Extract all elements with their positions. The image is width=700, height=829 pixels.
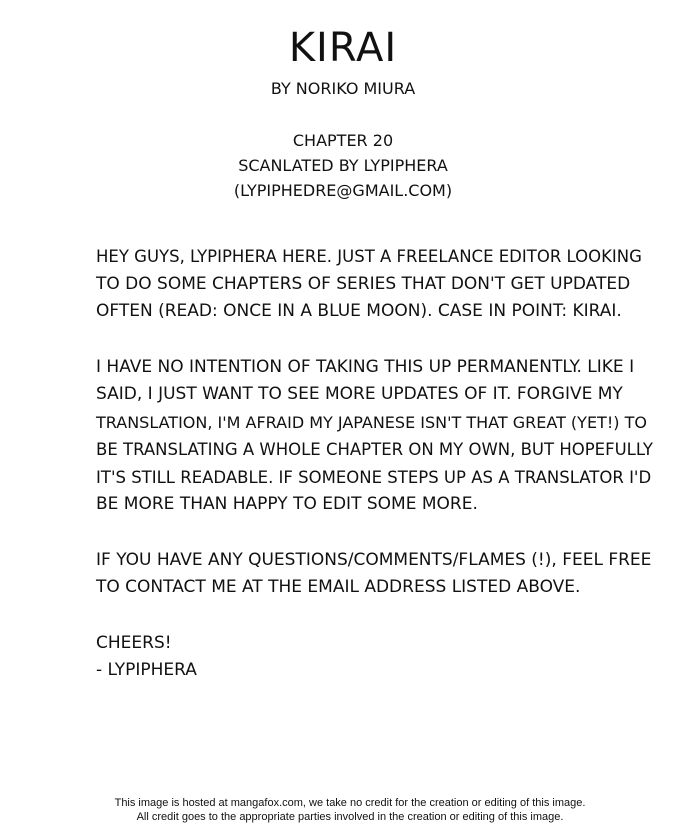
scanlator-credit: SCANLATED BY LYPIPHERA	[238, 156, 448, 175]
message-line: BE TRANSLATING A WHOLE CHAPTER ON MY OWN, BUT HOPEFULLY	[96, 440, 653, 459]
paragraph-gap	[96, 602, 656, 630]
message-body	[96, 243, 656, 685]
paragraph-gap	[96, 519, 656, 547]
message-line: IT'S STILL READABLE. IF SOMEONE STEPS UP AS A TRANSLATOR I'D	[96, 467, 652, 487]
signature-line: - LYPIPHERA	[96, 660, 197, 680]
message-line: BE MORE THAN HAPPY TO EDIT SOME MORE.	[96, 494, 478, 514]
message-line: TO CONTACT ME AT THE EMAIL ADDRESS LISTED ABOVE.	[96, 577, 581, 597]
disclaimer-line: All credit goes to the appropriate parties involved in the creation or editing of this image.	[136, 811, 564, 823]
chapter-number: CHAPTER 20	[292, 131, 394, 150]
message-line: TO DO SOME CHAPTERS OF SERIES THAT DON'T GET UPDATED	[96, 273, 631, 294]
message-line: SAID, I JUST WANT TO SEE MORE UPDATES OF IT. FORGIVE MY	[96, 384, 623, 404]
manga-title: KIRAI	[288, 25, 398, 71]
disclaimer-line: This image is hosted at mangafox.com, we take no credit for the creation or editing of this image.	[114, 797, 586, 809]
sign-off-line: CHEERS!	[96, 632, 172, 653]
hosting-disclaimer	[0, 796, 700, 824]
paragraph-gap	[96, 326, 656, 354]
scanlator-email: (LYPIPHEDRE@GMAIL.COM)	[233, 181, 453, 200]
message-line: TRANSLATION, I'M AFRAID MY JAPANESE ISN'T THAT GREAT (YET!) TO	[96, 412, 647, 432]
credits-block	[0, 128, 686, 203]
message-line: OFTEN (READ: ONCE IN A BLUE MOON). CASE IN POINT: KIRAI.	[96, 301, 622, 321]
message-line: I HAVE NO INTENTION OF TAKING THIS UP PERMANENTLY. LIKE I	[96, 356, 635, 377]
author-line: BY NORIKO MIURA	[270, 79, 416, 98]
message-line: HEY GUYS, LYPIPHERA HERE. JUST A FREELANCE EDITOR LOOKING	[96, 247, 642, 266]
message-line: IF YOU HAVE ANY QUESTIONS/COMMENTS/FLAMES (!), FEEL FREE	[96, 549, 652, 570]
